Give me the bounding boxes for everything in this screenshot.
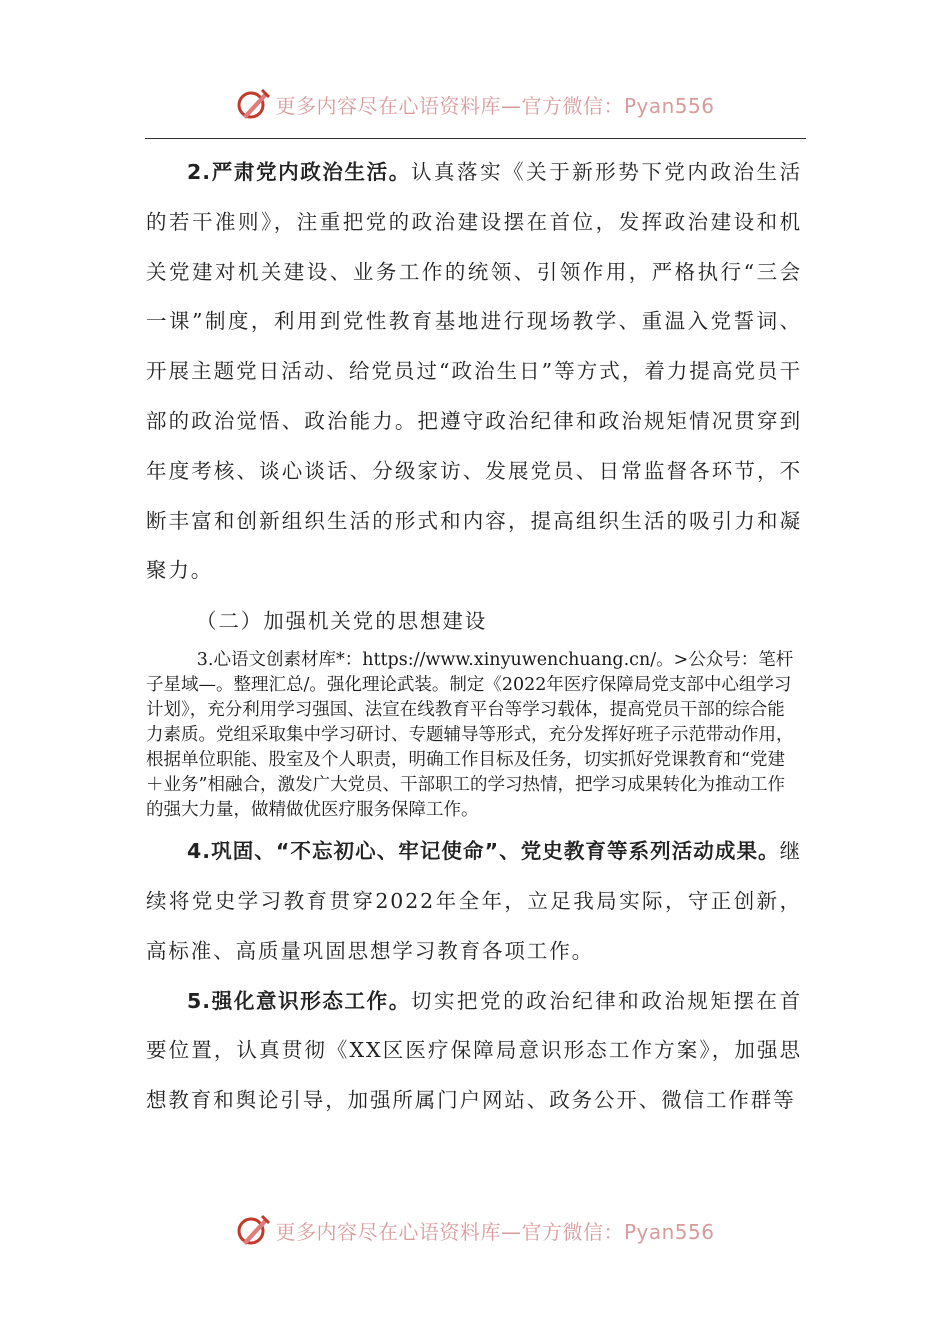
paragraph-5-body: 切实把党的政治纪律和政治规矩摆在首要位置，认真贯彻《XX区医疗保障局意识形态工作方案》，加强思想教育和舆论引导，加强所属门户网站、政务公开、微信工作群等 bbox=[146, 988, 802, 1113]
paragraph-4-body: 继续将党史学习教育贯穿2022年全年，立足我局实际，守正创新，高标准、高质量巩固思想学习教育各项工作。 bbox=[146, 839, 802, 963]
paragraph-4-title: 4.巩固、“不忘初心、牢记使命”、党史教育等系列活动成果。 bbox=[187, 839, 780, 864]
paragraph-2-title: 2.严肃党内政治生活。 bbox=[187, 160, 411, 184]
paragraph-5-title: 5.强化意识形态工作。 bbox=[187, 988, 411, 1013]
footer-watermark bbox=[0, 1210, 950, 1250]
pen-logo-icon bbox=[235, 1212, 271, 1248]
footer-watermark-text: 更多内容尽在心语资料库—官方微信：Pyan556 bbox=[275, 1219, 715, 1244]
header-divider bbox=[145, 138, 806, 139]
header-watermark-text: 更多内容尽在心语资料库—官方微信：Pyan556 bbox=[275, 93, 715, 118]
pen-logo-icon bbox=[235, 86, 271, 122]
paragraph-2-body: 认真落实《关于新形势下党内政治生活的若干准则》，注重把党的政治建设摆在首位，发挥政治建设和机关党建对机关建设、业务工作的统领、引领作用，严格执行“三会一课”制度，利用到党性教育基地进行现场教学、重温入党誓词、开展主题党日活动、给党员过“政治生日”等方式，着力提高党员干部的政治觉悟、政治能力。把遵守政治纪律和政治规矩情况贯穿到年度考核、谈心谈话、分级家访、发展党员、日常监督各环节，不断丰富和创新组织生活的形式和内容，提高组织生活的吸引力和凝聚力。 bbox=[146, 160, 802, 583]
document-body bbox=[146, 148, 802, 1126]
paragraph-2 bbox=[146, 148, 802, 596]
section-heading-2: （二）加强机关党的思想建设 bbox=[196, 609, 488, 634]
paragraph-5 bbox=[146, 977, 802, 1126]
header-watermark bbox=[0, 84, 950, 124]
paragraph-3: 3.心语文创素材库*：https://www.xinyuwenchuang.cn/。>公众号：笔杆子星域—。整理汇总/。强化理论武装。制定《2022年医疗保障局党支部中心组学习计划》，充分利用学习强国、法宣在线教育平台等学习载体，提高党员干部的综合能力素质。党组采取集中学习研讨、专题辅导等形式，充分发挥好班子示范带动作用，根据单位职能、股室及个人职责，明确工作目标及任务，切实抓好党课教育和“党建＋业务”相融合，激发广大党员、干部职工的学习热情，把学习成果转化为推动工作的强大力量，做精做优医疗服务保障工作。 bbox=[146, 650, 794, 821]
paragraph-4 bbox=[146, 827, 802, 976]
